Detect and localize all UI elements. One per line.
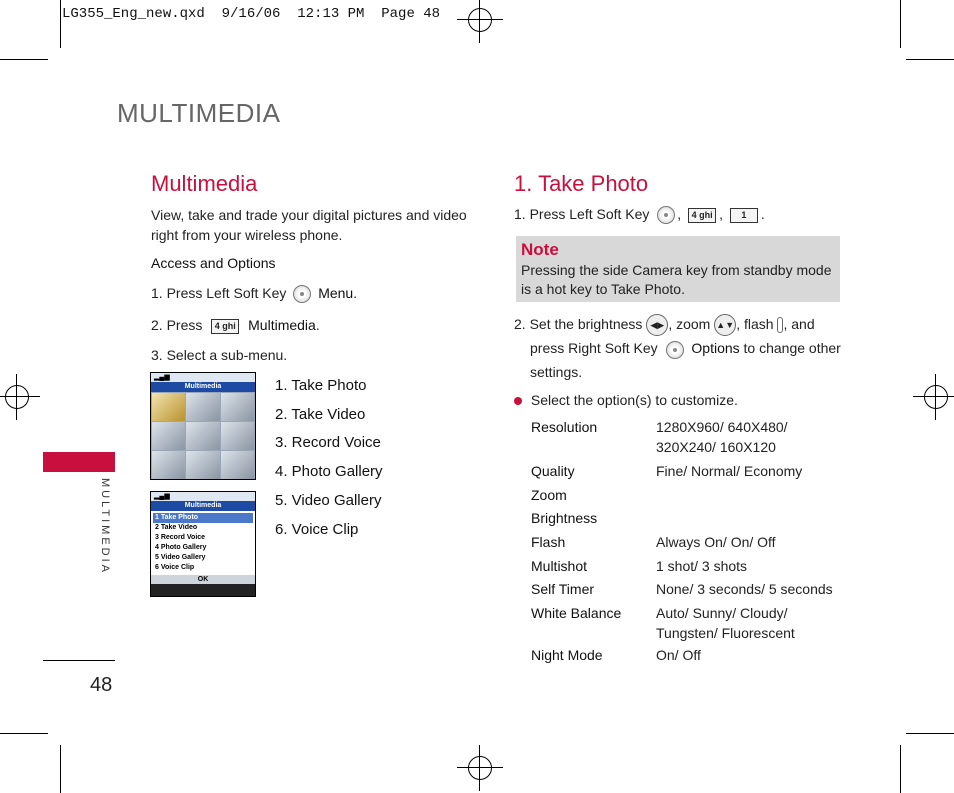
phone-menu-item: 2 Take Video — [155, 524, 198, 531]
phone-menu-item: 3 Record Voice — [155, 534, 206, 541]
option-value: 1280X960/ 640X480/ 320X240/ 160X120 — [656, 419, 788, 455]
left-soft-key-icon — [657, 206, 675, 224]
crop-mark — [60, 745, 61, 793]
access-heading: Access and Options — [151, 255, 276, 271]
phone-menu-item: 6 Voice Clip — [155, 564, 195, 571]
option-value: Always On/ On/ Off — [656, 534, 776, 550]
right-soft-key-icon — [666, 341, 684, 359]
key-1-icon: 1 — [730, 208, 758, 223]
option-name: Self Timer — [531, 581, 595, 597]
note-text: Pressing the side Camera key from standby mode is a hot key to Take Photo. — [521, 262, 832, 297]
crop-mark — [0, 733, 48, 734]
camera-icon — [152, 393, 185, 421]
option-name: Night Mode — [531, 647, 603, 663]
bullet-line: Select the option(s) to customize. — [514, 390, 738, 410]
option-value: None/ 3 seconds/ 5 seconds — [656, 581, 833, 597]
footer-rule — [43, 660, 115, 661]
option-name: Quality — [531, 463, 575, 479]
gallery-icon — [186, 422, 219, 450]
right-heading: 1. Take Photo — [514, 171, 649, 196]
note-title: Note — [521, 240, 559, 259]
note-box — [516, 236, 840, 302]
option-name: Resolution — [531, 419, 598, 435]
crop-mark — [906, 733, 954, 734]
section-title: MULTIMEDIA — [117, 98, 281, 128]
left-step-3: 3. Select a sub-menu. — [151, 347, 288, 363]
submenu-item: 1. Take Photo — [275, 377, 367, 394]
side-label: MULTIMEDIA — [99, 478, 111, 576]
intro-text: View, take and trade your digital pictures and video right from your wireless phone. — [151, 207, 467, 243]
registration-mark-right — [913, 374, 954, 420]
key-4-icon: 4 ghi — [211, 319, 239, 334]
option-name: Flash — [531, 534, 566, 550]
option-value: Auto/ Sunny/ Cloudy/ Tungsten/ Fluorescent — [656, 605, 795, 641]
option-name: White Balance — [531, 605, 622, 621]
zoom-nav-icon: ▲▼ — [714, 314, 736, 336]
submenu-item: 2. Take Video — [275, 405, 366, 423]
left-step-2: 2. Press 4 ghi Multimedia. — [151, 317, 320, 333]
brightness-nav-icon: ◀▶ — [646, 314, 668, 336]
registration-mark-left — [0, 374, 40, 420]
crop-mark — [0, 59, 48, 60]
option-name: Zoom — [531, 487, 567, 503]
print-slug: LG355_Eng_new.qxd 9/16/06 12:13 PM Page 48 — [62, 6, 441, 22]
submenu-item: 6. Voice Clip — [275, 520, 359, 538]
submenu-item: 3. Record Voice — [275, 434, 381, 452]
status-bar: ▂▄▆ — [151, 492, 255, 501]
option-value: On/ Off — [656, 647, 701, 663]
left-heading: Multimedia — [151, 171, 258, 196]
folder-icon — [186, 451, 219, 479]
crop-mark — [906, 59, 954, 60]
option-value: 1 shot/ 3 shots — [656, 558, 748, 574]
right-step-2: 2. Set the brightness ◀▶ , zoom ▲▼ , flash , and press Right Soft Key Options to change other settings. — [514, 316, 841, 381]
crop-mark — [900, 745, 901, 793]
video-icon — [186, 393, 219, 421]
phone-screen-list — [150, 491, 256, 597]
crop-mark — [900, 0, 901, 48]
phone-menu-list — [151, 511, 255, 575]
submenu-item: 5. Video Gallery — [275, 491, 382, 509]
crop-mark — [60, 0, 61, 48]
clapper-icon — [152, 422, 185, 450]
phone-screen-title: Multimedia — [151, 501, 255, 511]
phone-menu-item: 5 Video Gallery — [155, 554, 206, 561]
registration-mark-bottom — [457, 745, 503, 791]
menu-icon-grid — [151, 392, 255, 480]
left-step-1: 1. Press Left Soft Key Menu. — [151, 283, 357, 303]
submenu-item: 4. Photo Gallery — [275, 463, 383, 481]
option-name: Multishot — [531, 558, 588, 574]
phone-menu-item: 1 Take Photo — [153, 513, 253, 523]
side-tab — [43, 452, 115, 472]
submenu-list — [275, 372, 383, 544]
option-value: Fine/ Normal/ Economy — [656, 463, 803, 479]
option-name: Brightness — [531, 510, 598, 526]
voice-icon — [221, 393, 254, 421]
bullet-icon — [514, 397, 522, 405]
key-4-icon: 4 ghi — [688, 208, 716, 223]
phone-screen-title: Multimedia — [151, 382, 255, 392]
phone-menu-item: 4 Photo Gallery — [155, 544, 207, 551]
page-number: 48 — [90, 674, 113, 696]
picture-icon — [152, 451, 185, 479]
music-icon — [221, 422, 254, 450]
right-step-1: 1. Press Left Soft Key , 4 ghi , 1 . — [514, 204, 765, 224]
registration-mark-top — [457, 0, 503, 43]
status-bar: ▂▄▆ — [151, 373, 255, 382]
phone-ok-softkey: OK — [151, 575, 255, 584]
left-soft-key-icon — [293, 285, 311, 303]
phone-screen-grid — [150, 372, 256, 480]
settings-icon — [221, 451, 254, 479]
